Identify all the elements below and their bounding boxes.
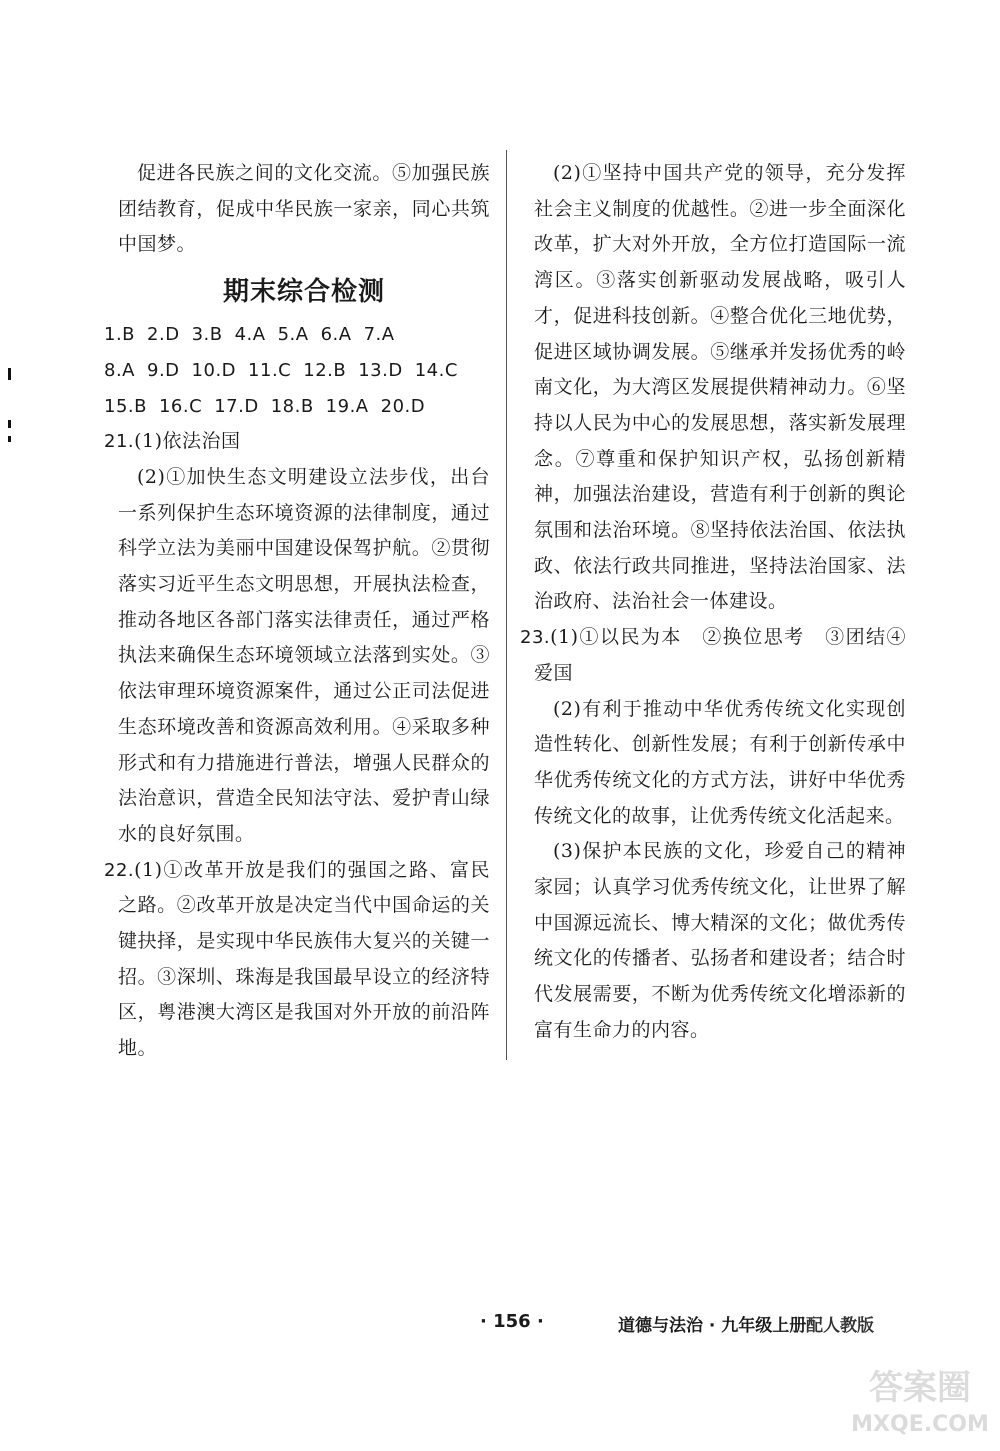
right-column xyxy=(520,156,906,1049)
mc-answer: 5.A xyxy=(277,324,309,346)
mc-answer: 2.D xyxy=(147,324,180,346)
question-number: 21. xyxy=(104,431,135,453)
mc-answer: 14.C xyxy=(414,359,458,381)
mc-answer: 17.D xyxy=(214,395,259,417)
mc-answer: 10.D xyxy=(191,359,237,381)
watermark-logo xyxy=(850,1361,990,1441)
q23-part2: (2)有利于推动中华优秀传统文化实现创造性转化、创新性发展；有利于创新传承中华优秀传统文化的方式方法，讲好中华优秀传统文化的故事，让优秀传统文化活起来。 xyxy=(534,697,906,827)
mc-answer: 8.A xyxy=(104,359,135,381)
mc-answer: 19.A xyxy=(325,395,369,417)
q22-part1 xyxy=(104,853,490,1067)
q23-part3: (3)保护本民族的文化，珍爱自己的精神家园；认真学习优秀传统文化，让世界了解中国源远流长、博大精深的文化；做优秀传统文化的传播者、弘扬者和建设者；结合时代发展需要，不断为优秀传统文化增添新的富有生命力的内容。 xyxy=(534,840,906,1041)
mc-answer: 9.D xyxy=(147,359,180,381)
q23-part1 xyxy=(520,620,906,691)
book-title: 道德与法治 · 九年级上册 xyxy=(618,1316,807,1336)
mc-row xyxy=(104,317,490,353)
scan-artifact-mark xyxy=(8,436,11,442)
mc-answer: 13.D xyxy=(358,359,403,381)
mc-answer: 18.B xyxy=(270,395,314,417)
page-number: · 156 · xyxy=(480,1311,544,1332)
mc-answer: 15.B xyxy=(104,395,147,417)
answer-text: (1)①以民为本 ②换位思考 ③团结④爱国 xyxy=(534,626,906,684)
mc-answer: 20.D xyxy=(380,395,426,417)
mc-answer: 3.B xyxy=(191,324,223,346)
mc-answer: 4.A xyxy=(234,324,266,346)
watermark-url: MXQE.COM xyxy=(851,1412,989,1437)
mc-answers xyxy=(104,317,490,424)
mc-answer: 6.A xyxy=(320,324,352,346)
scan-artifact-mark xyxy=(8,368,11,380)
mc-answer: 1.B xyxy=(104,324,136,346)
watermark-brand: 答案圈 xyxy=(869,1368,971,1408)
scan-artifact-mark xyxy=(8,420,11,428)
edition-label: 配人教版 xyxy=(806,1316,874,1336)
left-column xyxy=(104,156,490,1067)
section-title: 期末综合检测 xyxy=(222,277,385,308)
mc-answer: 16.C xyxy=(158,395,203,417)
mc-answer: 12.B xyxy=(303,359,347,381)
q22-part2: (2)①坚持中国共产党的领导，充分发挥社会主义制度的优越性。②进一步全面深化改革，扩大对外开放，全方位打造国际一流湾区。③落实创新驱动发展战略，吸引人才，促进科技创新。④整合优化三地优势，促进区域协调发展。⑤继承并发扬优秀的岭南文化，为大湾区发展提供精神动力。⑥坚持以人民为中心的发展思想，落实新发展理念。⑦尊重和保护知识产权，弘扬创新精神，加强法治建设，营造有利于创新的舆论氛围和法治环境。⑧坚持依法治国、依法执政、依法行政共同推进，坚持法治国家、法治政府、法治社会一体建设。 xyxy=(534,162,906,613)
question-number: 23. xyxy=(520,627,551,649)
answer-text: (1)①改革开放是我们的强国之路、富民之路。②改革开放是决定当代中国命运的关键抉择，是实现中华民族伟大复兴的关键一招。③深圳、珠海是我国最早设立的经济特区，粤港澳大湾区是我国对外开放的前沿阵地。 xyxy=(118,858,490,1060)
mc-row xyxy=(104,389,490,425)
mc-answer: 11.C xyxy=(248,359,292,381)
q21-part1 xyxy=(104,424,490,460)
question-number: 22. xyxy=(104,859,135,881)
mc-answer: 7.A xyxy=(363,324,395,346)
answer-text: (1)依法治国 xyxy=(134,430,241,453)
mc-row xyxy=(104,353,490,389)
q21-part2: (2)①加快生态文明建设立法步伐，出台一系列保护生态环境资源的法律制度，通过科学立法为美丽中国建设保驾护航。②贯彻落实习近平生态文明思想，开展执法检查，推动各地区各部门落实法律责任，通过严格执法来确保生态环境领域立法落到实处。③依法审理环境资源案件，通过公正司法促进生态环境改善和资源高效利用。④采取多种形式和有力措施进行普法，增强人民群众的法治意识，营造全民知法守法、爱护青山绿水的良好氛围。 xyxy=(118,465,490,845)
page-footer xyxy=(0,1305,1000,1345)
intro-paragraph: 促进各民族之间的文化交流。⑤加强民族团结教育，促成中华民族一家亲，同心共筑中国梦。 xyxy=(118,162,490,256)
column-divider xyxy=(506,150,507,1060)
